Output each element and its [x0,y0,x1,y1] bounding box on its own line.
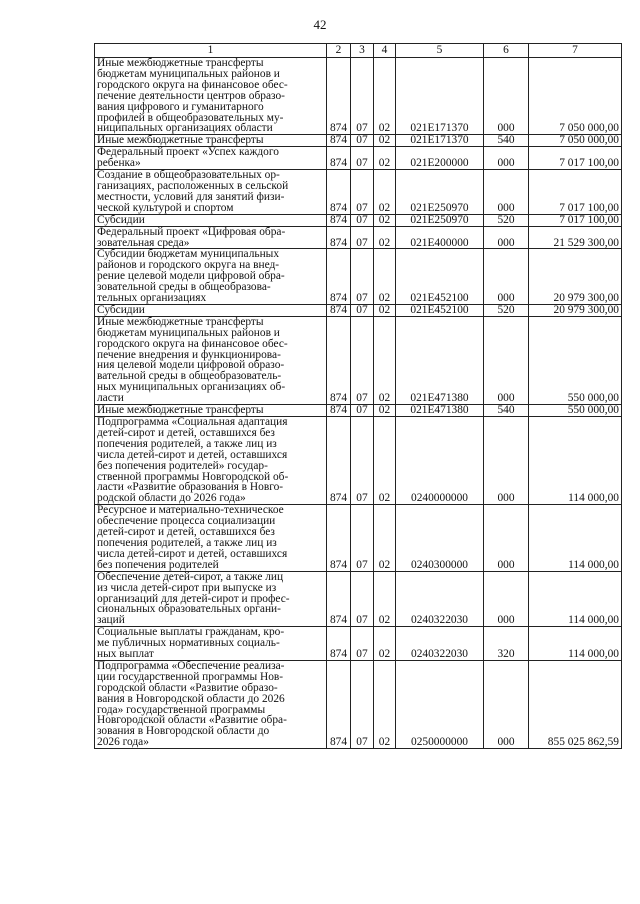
table-row [95,58,622,135]
section-cell: 07 [351,571,374,627]
row-name-cell: Подпрограмма «Социальная адаптация детей-сирот и детей, оставшихся без попечения родителей, а также лиц из числа детей-сирот и детей, оставшихся без попечения родителей» государ- ственной программы Новгородской об- ласти «Развитие образования в Новго- родской области до 2026 года» [95,417,327,505]
column-header: 5 [396,44,484,58]
table-row [95,627,622,661]
section-cell: 07 [351,505,374,571]
expense-type-cell: 320 [484,627,529,661]
target-article-cell: 021Е250970 [396,170,484,215]
row-name-cell: Федеральный проект «Цифровая обра- зовательная среда» [95,226,327,249]
subsection-cell: 02 [374,660,396,748]
expense-type-cell: 540 [484,135,529,147]
table-row [95,170,622,215]
column-header: 4 [374,44,396,58]
expense-type-cell: 520 [484,304,529,316]
expense-type-cell: 000 [484,660,529,748]
table-row [95,147,622,170]
section-cell: 07 [351,135,374,147]
expense-type-cell: 000 [484,505,529,571]
code-cell: 874 [327,405,351,417]
expense-type-cell: 000 [484,249,529,305]
expense-type-cell: 000 [484,147,529,170]
row-name-cell: Иные межбюджетные трансферты [95,405,327,417]
subsection-cell: 02 [374,571,396,627]
target-article-cell: 021Е171370 [396,135,484,147]
section-cell: 07 [351,249,374,305]
code-cell: 874 [327,214,351,226]
row-name-cell: Федеральный проект «Успех каждого ребенка» [95,147,327,170]
amount-cell: 20 979 300,00 [529,304,622,316]
row-name-cell: Ресурсное и материально-техническое обеспечение процесса социализации детей-сирот и детей, оставшихся без попечения родителей, а также лиц из числа детей-сирот и детей, оставшихся без попечения родителей [95,505,327,571]
expense-type-cell: 540 [484,405,529,417]
amount-cell: 550 000,00 [529,405,622,417]
row-name-cell: Субсидии бюджетам муниципальных районов и городского округа на внед- рение целевой модели цифровой обра- зовательной среды в общеобразова- тельных организациях [95,249,327,305]
target-article-cell: 021Е471380 [396,405,484,417]
column-header: 6 [484,44,529,58]
subsection-cell: 02 [374,214,396,226]
expense-type-cell: 000 [484,316,529,404]
expense-type-cell: 520 [484,214,529,226]
section-cell: 07 [351,147,374,170]
column-header: 1 [95,44,327,58]
expense-type-cell: 000 [484,417,529,505]
target-article-cell: 021Е200000 [396,147,484,170]
amount-cell: 855 025 862,59 [529,660,622,748]
target-article-cell: 0240300000 [396,505,484,571]
code-cell: 874 [327,660,351,748]
amount-cell: 21 529 300,00 [529,226,622,249]
row-name-cell: Иные межбюджетные трансферты [95,135,327,147]
row-name-cell: Обеспечение детей-сирот, а также лиц из числа детей-сирот при выпуске из организаций для детей-сирот и профес- сиональных образовательных органи- заций [95,571,327,627]
column-header: 3 [351,44,374,58]
target-article-cell: 0250000000 [396,660,484,748]
row-name-cell: Иные межбюджетные трансферты бюджетам муниципальных районов и городского округа на финансовое обес- печение деятельности центров образо- вания цифрового и гуманитарного профилей в общеобразовательных му- ниципальных организациях области [95,58,327,135]
subsection-cell: 02 [374,505,396,571]
target-article-cell: 0240000000 [396,417,484,505]
code-cell: 874 [327,417,351,505]
subsection-cell: 02 [374,417,396,505]
table-row [95,316,622,404]
amount-cell: 7 017 100,00 [529,214,622,226]
amount-cell: 114 000,00 [529,505,622,571]
target-article-cell: 021Е471380 [396,316,484,404]
section-cell: 07 [351,405,374,417]
section-cell: 07 [351,226,374,249]
amount-cell: 20 979 300,00 [529,249,622,305]
subsection-cell: 02 [374,135,396,147]
section-cell: 07 [351,417,374,505]
target-article-cell: 021Е452100 [396,304,484,316]
row-name-cell: Субсидии [95,304,327,316]
code-cell: 874 [327,249,351,305]
code-cell: 874 [327,571,351,627]
table-row [95,660,622,748]
expense-type-cell: 000 [484,226,529,249]
code-cell: 874 [327,147,351,170]
code-cell: 874 [327,505,351,571]
amount-cell: 7 017 100,00 [529,170,622,215]
code-cell: 874 [327,304,351,316]
subsection-cell: 02 [374,316,396,404]
subsection-cell: 02 [374,627,396,661]
code-cell: 874 [327,170,351,215]
table-row [95,214,622,226]
code-cell: 874 [327,135,351,147]
section-cell: 07 [351,660,374,748]
row-name-cell: Субсидии [95,214,327,226]
section-cell: 07 [351,58,374,135]
row-name-cell: Создание в общеобразовательных ор- ганизациях, расположенных в сельской местности, условий для занятий физи- ческой культурой и спортом [95,170,327,215]
target-article-cell: 0240322030 [396,627,484,661]
budget-table [94,43,622,749]
amount-cell: 114 000,00 [529,627,622,661]
page-number: 42 [313,17,327,32]
section-cell: 07 [351,627,374,661]
code-cell: 874 [327,226,351,249]
amount-cell: 550 000,00 [529,316,622,404]
target-article-cell: 021Е250970 [396,214,484,226]
table-row [95,505,622,571]
subsection-cell: 02 [374,170,396,215]
subsection-cell: 02 [374,58,396,135]
expense-type-cell: 000 [484,170,529,215]
expense-type-cell: 000 [484,571,529,627]
row-name-cell: Подпрограмма «Обеспечение реализа- ции государственной программы Нов- городской области «Развитие образо- вания в Новгородской области до 2026 года» государственной программы Новгородской области «Развитие обра- зования в Новгородской области до 2026 года» [95,660,327,748]
table-row [95,571,622,627]
section-cell: 07 [351,170,374,215]
amount-cell: 7 050 000,00 [529,58,622,135]
column-header: 7 [529,44,622,58]
target-article-cell: 021Е452100 [396,249,484,305]
section-cell: 07 [351,316,374,404]
target-article-cell: 021Е400000 [396,226,484,249]
target-article-cell: 0240322030 [396,571,484,627]
code-cell: 874 [327,627,351,661]
subsection-cell: 02 [374,249,396,305]
table-row [95,304,622,316]
table-row [95,417,622,505]
column-header: 2 [327,44,351,58]
target-article-cell: 021Е171370 [396,58,484,135]
table-row [95,249,622,305]
code-cell: 874 [327,58,351,135]
expense-type-cell: 000 [484,58,529,135]
subsection-cell: 02 [374,405,396,417]
row-name-cell: Иные межбюджетные трансферты бюджетам муниципальных районов и городского округа на финансовое обес- печение внедрения и функционирова- ния целевой модели цифровой образо- вательной среды в общеобразователь- ных муниципальных организациях об- ласти [95,316,327,404]
subsection-cell: 02 [374,147,396,170]
subsection-cell: 02 [374,226,396,249]
amount-cell: 114 000,00 [529,571,622,627]
row-name-cell: Социальные выплаты гражданам, кро- ме публичных нормативных социаль- ных выплат [95,627,327,661]
code-cell: 874 [327,316,351,404]
table-row [95,405,622,417]
table-row [95,226,622,249]
amount-cell: 7 017 100,00 [529,147,622,170]
amount-cell: 114 000,00 [529,417,622,505]
subsection-cell: 02 [374,304,396,316]
amount-cell: 7 050 000,00 [529,135,622,147]
table-row [95,135,622,147]
table-header-row [95,44,622,58]
section-cell: 07 [351,304,374,316]
section-cell: 07 [351,214,374,226]
